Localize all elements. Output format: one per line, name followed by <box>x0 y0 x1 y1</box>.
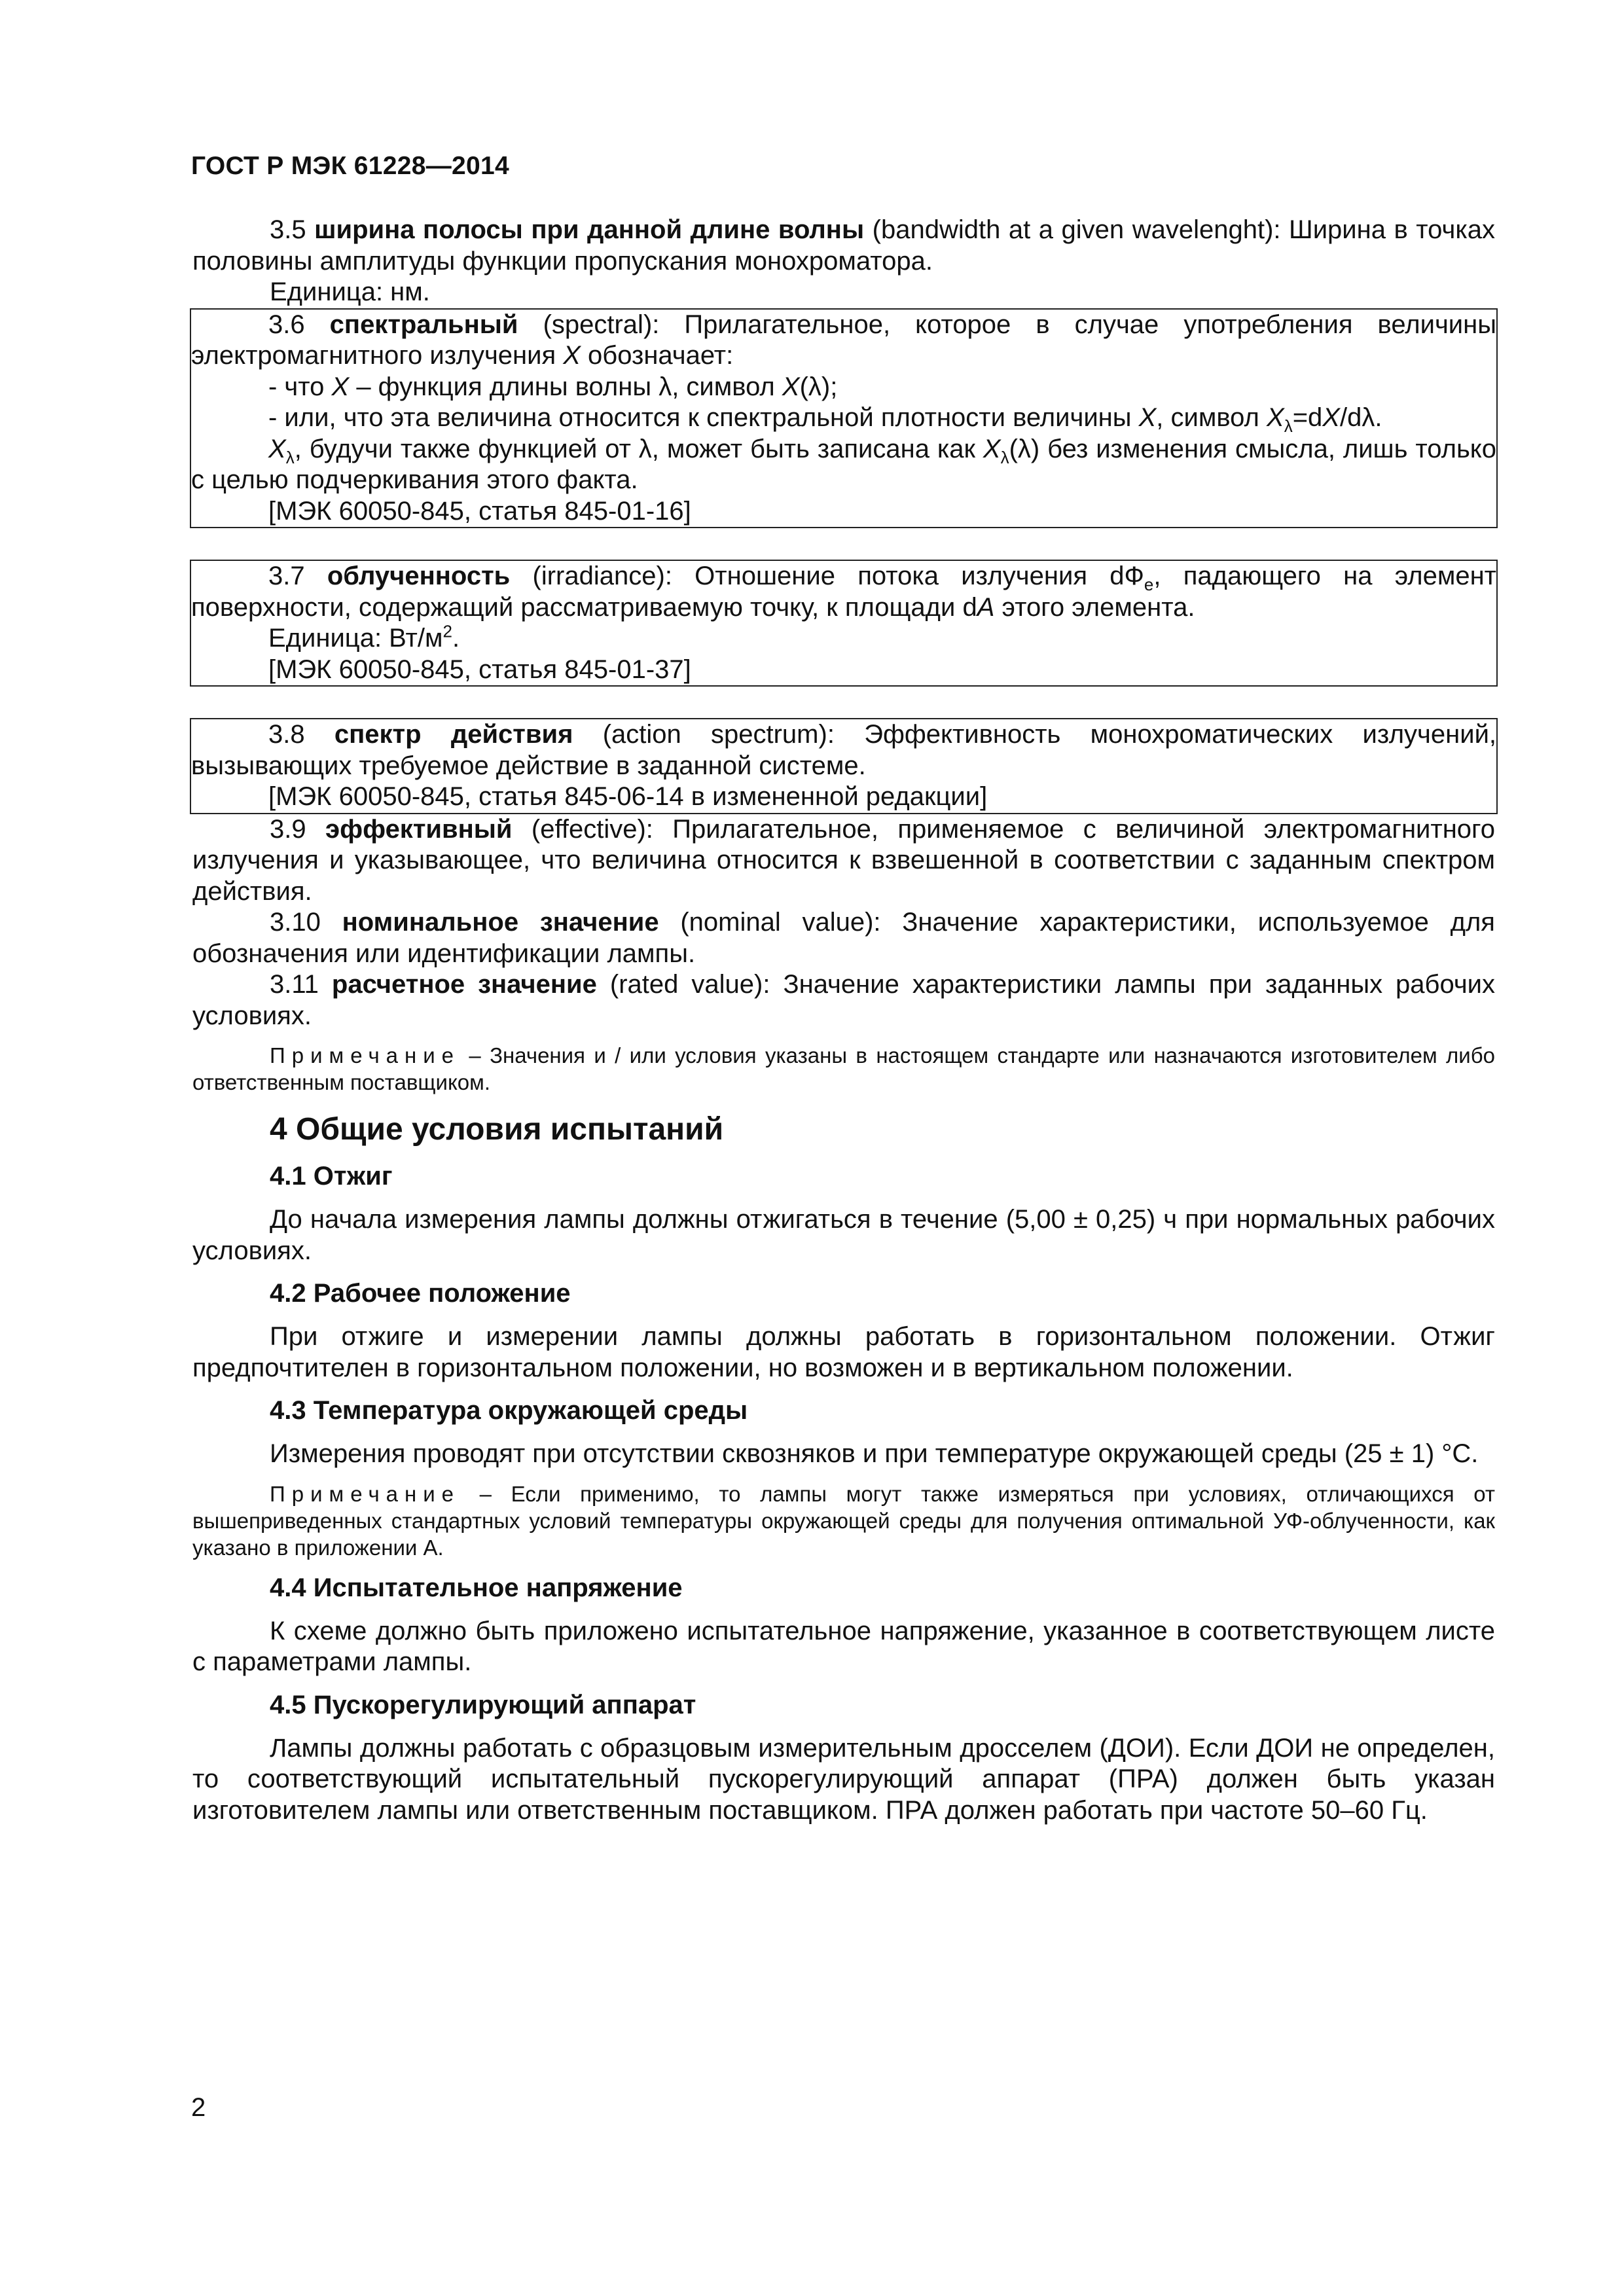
document-code-header: ГОСТ Р МЭК 61228—2014 <box>191 152 510 180</box>
section-4-2-text: При отжиге и измерении лампы должны работать в горизонтальном положении. Отжиг предпочтителен в горизонтальном положении, но возможен и в вертикальном положении. <box>192 1322 1495 1382</box>
term-3-7-unit: Единица: $Вт/м^2$. <box>268 621 460 653</box>
section-4-4-text: К схеме должно быть приложено испытательное напряжение, указанное в соответствующем листе с параметрами лампы. <box>192 1616 1495 1676</box>
term-3-6-box <box>190 308 1498 529</box>
section-4-5-heading: 4.5 Пускорегулирующий аппарат <box>270 1690 696 1719</box>
page-number: 2 <box>191 2093 206 2122</box>
term-3-10: 3.10 номинальное значение (nominal value): Значение характеристики, используемое для обозначения или идентификации лампы. <box>192 908 1495 968</box>
section-4-3-text: Измерения проводят при отсутствии сквозняков и при температуре окружающей среды (25 ± 1) °С. <box>270 1439 1479 1468</box>
section-4-heading: 4 Общие условия испытаний <box>270 1112 724 1147</box>
term-3-5-unit: Единица: нм. <box>270 278 430 306</box>
term-3-7-reference: [МЭК 60050-845, статья 845-01-37] <box>268 655 691 684</box>
term-3-9: 3.9 эффективный (effective): Прилагательное, применяемое с величиной электромагнитного излучения и указывающее, что величина относится к взвешенной в соответствии с заданным спектром действия. <box>192 814 1495 906</box>
term-3-8-box <box>190 718 1498 814</box>
term-3-6-item-2: - или, что эта величина относится к спектральной плотности величины X, символ $X_\lambda=dX/d\lambda$. <box>268 403 1382 436</box>
term-3-8: 3.8 спектр действия (action spectrum): Эффективность монохроматических излучений, вызывающих требуемое действие в заданной системе. <box>191 720 1497 780</box>
section-4-2-heading: 4.2 Рабочее положение <box>270 1279 571 1308</box>
term-3-8-reference: [МЭК 60050-845, статья 845-06-14 в измененной редакции] <box>268 782 988 811</box>
term-3-6-note: $X_\lambda$, будучи также функцией от λ, может быть записана как $X_\lambda(\lambda)$ без изменения смысла, лишь только с целью подчеркивания этого факта. <box>191 434 1496 494</box>
page-content <box>192 215 1495 1826</box>
term-3-6-item-1: - что X – функция длины волны λ, символ X(λ); <box>268 372 838 401</box>
note-section-4-3: Примечание – Если применимо, то лампы могут также измеряться при условиях, отличающихся от вышеприведенных стандартных условий температуры окружающей среды для получения оптимальной УФ-облученности, как указано в приложении А. <box>192 1481 1495 1560</box>
term-3-6: 3.6 спектральный (spectral): Прилагательное, которое в случае употребления величины электромагнитного излучения X обозначает: <box>191 310 1496 370</box>
section-4-1-heading: 4.1 Отжиг <box>270 1162 393 1191</box>
section-4-3-heading: 4.3 Температура окружающей среды <box>270 1396 748 1425</box>
term-3-6-reference: [МЭК 60050-845, статья 845-01-16] <box>268 496 691 526</box>
section-4-4-heading: 4.4 Испытательное напряжение <box>270 1573 683 1602</box>
section-4-1-text: До начала измерения лампы должны отжигаться в течение (5,00 ± 0,25) ч при нормальных рабочих условиях. <box>192 1205 1495 1265</box>
note-section-3: Примечание – Значения и / или условия указаны в настоящем стандарте или назначаются изготовителем либо ответственным поставщиком. <box>192 1043 1495 1094</box>
term-3-7: 3.7 облученность (irradiance): Отношение потока излучения $dФ_e$, падающего на элемент поверхности, содержащий рассматриваемую точку, к площади dA этого элемента. <box>191 562 1496 622</box>
term-3-11: 3.11 расчетное значение (rated value): Значение характеристики лампы при заданных рабочих условиях. <box>192 970 1496 1030</box>
term-3-7-box <box>190 560 1498 687</box>
term-3-5: 3.5 ширина полосы при данной длине волны (bandwidth at a given wavelenght): Ширина в точках половины амплитуды функции пропускания монохроматора. <box>192 215 1495 276</box>
section-4-5-text: Лампы должны работать с образцовым измерительным дросселем (ДОИ). Если ДОИ не определен, то соответствующий испытательный пускорегулирующий аппарат (ПРА) должен быть указан изготовителем лампы или ответственным поставщиком. ПРА должен работать при частоте 50–60 Гц. <box>192 1733 1495 1825</box>
